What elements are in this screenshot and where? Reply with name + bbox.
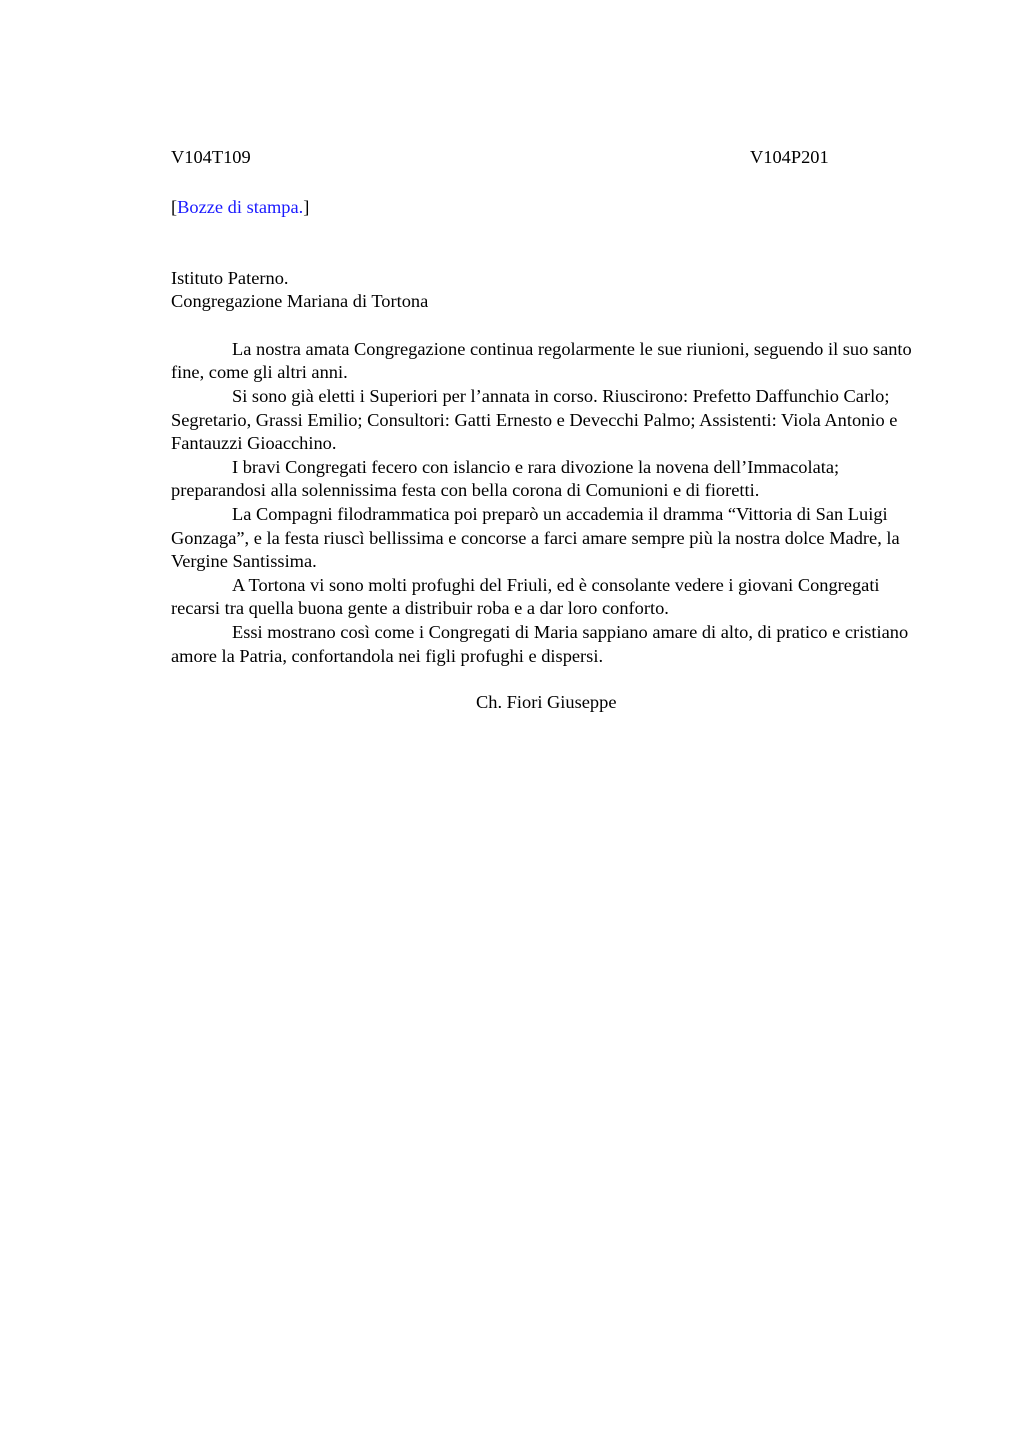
- document-heading: [171, 267, 923, 314]
- body-paragraph: Si sono già eletti i Superiori per l’annata in corso. Riuscirono: Prefetto Daffunchio Carlo; Segretario, Grassi Emilio; Consultori: Gatti Ernesto e Devecchi Palmo; Assistenti: Viola Antonio e Fantauzzi Gioacchino.: [171, 385, 898, 454]
- document-code-right: V104P201: [750, 147, 829, 167]
- document-header: [171, 146, 923, 170]
- print-proof-note: [171, 196, 923, 220]
- document-code-left: V104T109: [171, 147, 251, 167]
- body-paragraph: A Tortona vi sono molti profughi del Friuli, ed è consolante vedere i giovani Congregati recarsi tra quella buona gente a distribuir roba e a dar loro conforto.: [171, 574, 880, 619]
- body-paragraph: La Compagni filodrammatica poi preparò un accademia il dramma “Vittoria di San Luigi Gonzaga”, e la festa riuscì bellissima e concorse a farci amare sempre più la nostra dolce Madre, la Vergine Santissima.: [171, 503, 900, 572]
- document-page: [171, 146, 923, 715]
- note-text: Bozze di stampa.: [177, 197, 304, 217]
- body-paragraph: I bravi Congregati fecero con islancio e rara divozione la novena dell’Immacolata; preparandosi alla solennissima festa con bella corona di Comunioni e di fioretti.: [171, 456, 840, 501]
- heading-congregation: Congregazione Mariana di Tortona: [171, 291, 429, 312]
- document-body: [171, 338, 923, 668]
- note-open-bracket: [: [171, 197, 178, 217]
- body-paragraph: Essi mostrano così come i Congregati di Maria sappiano amare di alto, di pratico e cristiano amore la Patria, confortandola nei figli profughi e dispersi.: [171, 621, 909, 666]
- note-close-bracket: ]: [303, 197, 310, 217]
- body-paragraph: La nostra amata Congregazione continua regolarmente le sue riunioni, seguendo il suo santo fine, come gli altri anni.: [171, 338, 912, 383]
- heading-institute: Istituto Paterno.: [171, 267, 289, 288]
- signature: Ch. Fiori Giuseppe: [476, 692, 617, 713]
